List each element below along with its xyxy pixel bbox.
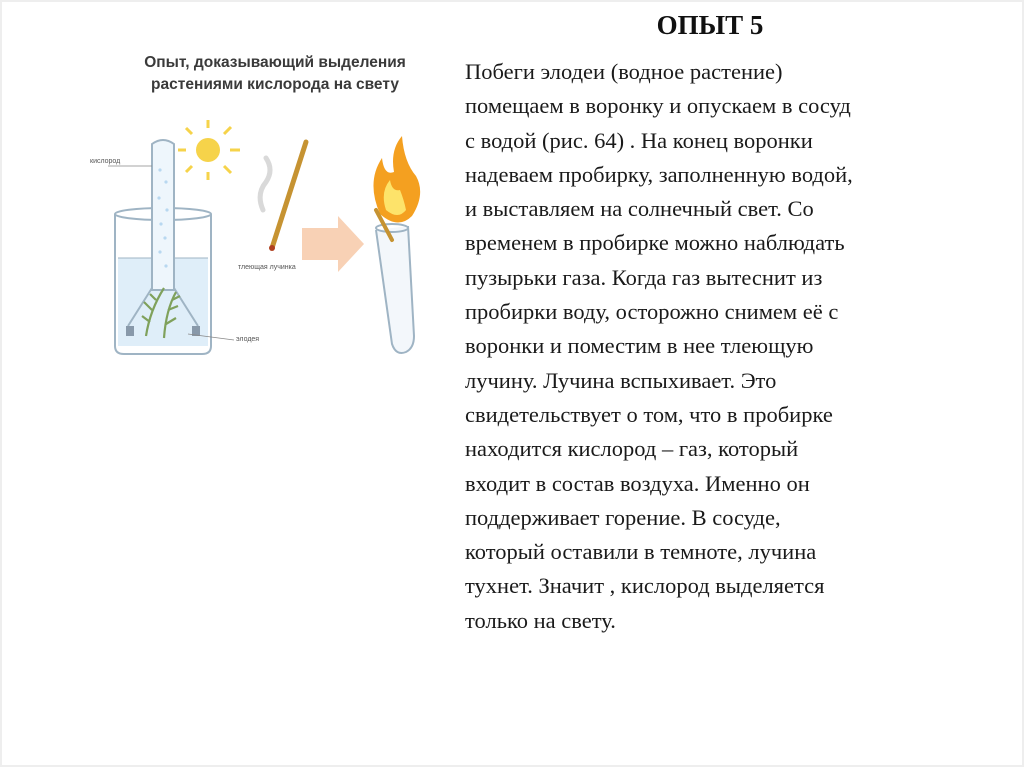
experiment-drawing: [80, 110, 440, 370]
body-line: тухнет. Значит , кислород выделяется: [465, 573, 825, 599]
body-text: [465, 55, 985, 638]
slide-title: ОПЫТ 5: [656, 10, 764, 40]
body-line: только на свету.: [465, 607, 616, 633]
body-line: пузырьки газа. Когда газ вытеснит из: [465, 264, 823, 290]
test-tube-oxygen: [152, 140, 174, 290]
body-line: поддерживает горение. В сосуде,: [465, 504, 781, 530]
body-line: с водой (рис. 64) . На конец воронки: [465, 127, 813, 153]
body-line: находится кислород – газ, который: [465, 436, 799, 462]
sun-icon: [178, 120, 240, 180]
flame-icon: [373, 136, 420, 223]
label-elodea: элодея: [236, 336, 260, 343]
body-line: входит в состав воздуха. Именно он: [465, 470, 810, 496]
figure-caption-line-2: растениями кислорода на свету: [151, 76, 399, 93]
figure-caption-line-1: Опыт, доказывающий выделения: [144, 54, 406, 71]
test-tube-flame: [376, 224, 414, 353]
body-line: пробирки воду, осторожно снимем её с: [465, 299, 839, 325]
experiment-illustration: [80, 110, 440, 370]
body-line: который оставили в темноте, лучина: [465, 539, 817, 565]
body-line: и выставляем на солнечный свет. Со: [465, 196, 814, 222]
label-splint: тлеющая лучинка: [238, 264, 296, 271]
label-oxygen: кислород: [90, 158, 121, 165]
body-line: помещаем в воронку и опускаем в сосуд: [465, 93, 851, 119]
body-line: Побеги элодеи (водное растение): [465, 59, 783, 84]
smoke: [260, 158, 270, 210]
body-line: свидетельствует о том, что в пробирке: [465, 401, 833, 427]
glowing-splint: [269, 142, 306, 251]
figure-caption: [100, 52, 450, 96]
arrow-icon: [302, 216, 364, 272]
body-line: временем в пробирке можно наблюдать: [465, 230, 845, 256]
body-line: надеваем пробирку, заполненную водой,: [465, 161, 853, 187]
body-line: лучину. Лучина вспыхивает. Это: [465, 367, 777, 393]
body-line: воронки и поместим в нее тлеющую: [465, 333, 814, 359]
